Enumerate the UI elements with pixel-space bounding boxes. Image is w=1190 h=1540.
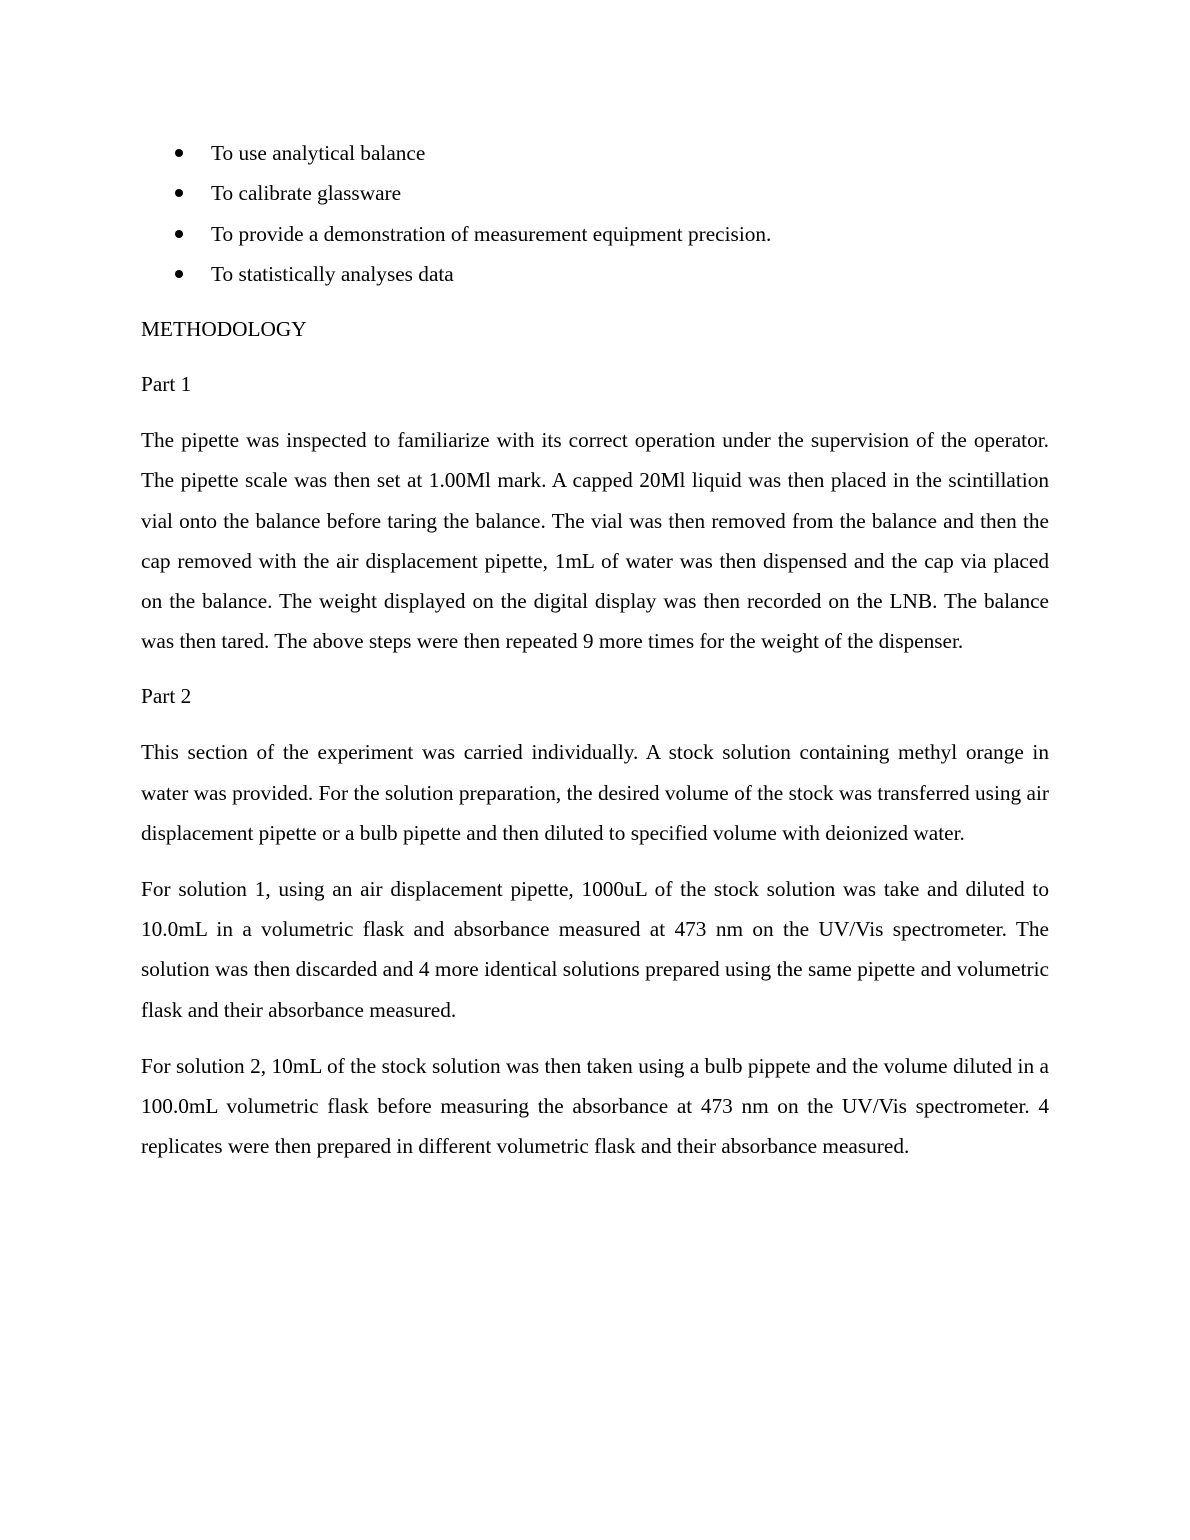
bullet-icon bbox=[175, 189, 183, 197]
methodology-heading: METHODOLOGY bbox=[141, 317, 307, 342]
part2-heading: Part 2 bbox=[141, 684, 192, 709]
bullet-icon bbox=[175, 230, 183, 238]
list-item bbox=[141, 173, 1049, 213]
bullet-icon bbox=[175, 270, 183, 278]
solution2-paragraph: For solution 2, 10mL of the stock solution was then taken using a bulb pippete and the volume diluted in a 100.0mL volumetric flask before measuring the absorbance at 473 nm on the UV/Vis spectrometer. 4 replicates were then prepared in different volumetric flask and their absorbance measured. bbox=[141, 1053, 1049, 1159]
list-item bbox=[141, 254, 1049, 294]
objective-text: To provide a demonstration of measurement equipment precision. bbox=[211, 221, 772, 246]
objective-text: To statistically analyses data bbox=[211, 261, 454, 286]
list-item bbox=[141, 214, 1049, 254]
objectives-list bbox=[141, 133, 1049, 294]
solution1-paragraph: For solution 1, using an air displacement pipette, 1000uL of the stock solution was take and diluted to 10.0mL in a volumetric flask and absorbance measured at 473 nm on the UV/Vis spectrometer. The solution was then discarded and 4 more identical solutions prepared using the same pipette and volumetric flask and their absorbance measured. bbox=[141, 877, 1049, 1022]
part1-paragraph: The pipette was inspected to familiarize with its correct operation under the supervision of the operator. The pipette scale was then set at 1.00Ml mark. A capped 20Ml liquid was then placed in the scintillation vial onto the balance before taring the balance. The vial was then removed from the balance and then the cap removed with the air displacement pipette, 1mL of water was then dispensed and the cap via placed on the balance. The weight displayed on the digital display was then recorded on the LNB. The balance was then tared. The above steps were then repeated 9 more times for the weight of the dispenser. bbox=[141, 428, 1049, 654]
objective-text: To use analytical balance bbox=[211, 141, 426, 165]
objective-text: To calibrate glassware bbox=[211, 181, 402, 206]
part2-intro-paragraph: This section of the experiment was carried individually. A stock solution containing methyl orange in water was provided. For the solution preparation, the desired volume of the stock was transferred using air displacement pipette or a bulb pipette and then diluted to specified volume with deionized water. bbox=[141, 740, 1049, 845]
page-content bbox=[141, 133, 1049, 1166]
part1-heading: Part 1 bbox=[141, 372, 192, 397]
list-item bbox=[141, 133, 1049, 173]
bullet-icon bbox=[175, 149, 183, 157]
